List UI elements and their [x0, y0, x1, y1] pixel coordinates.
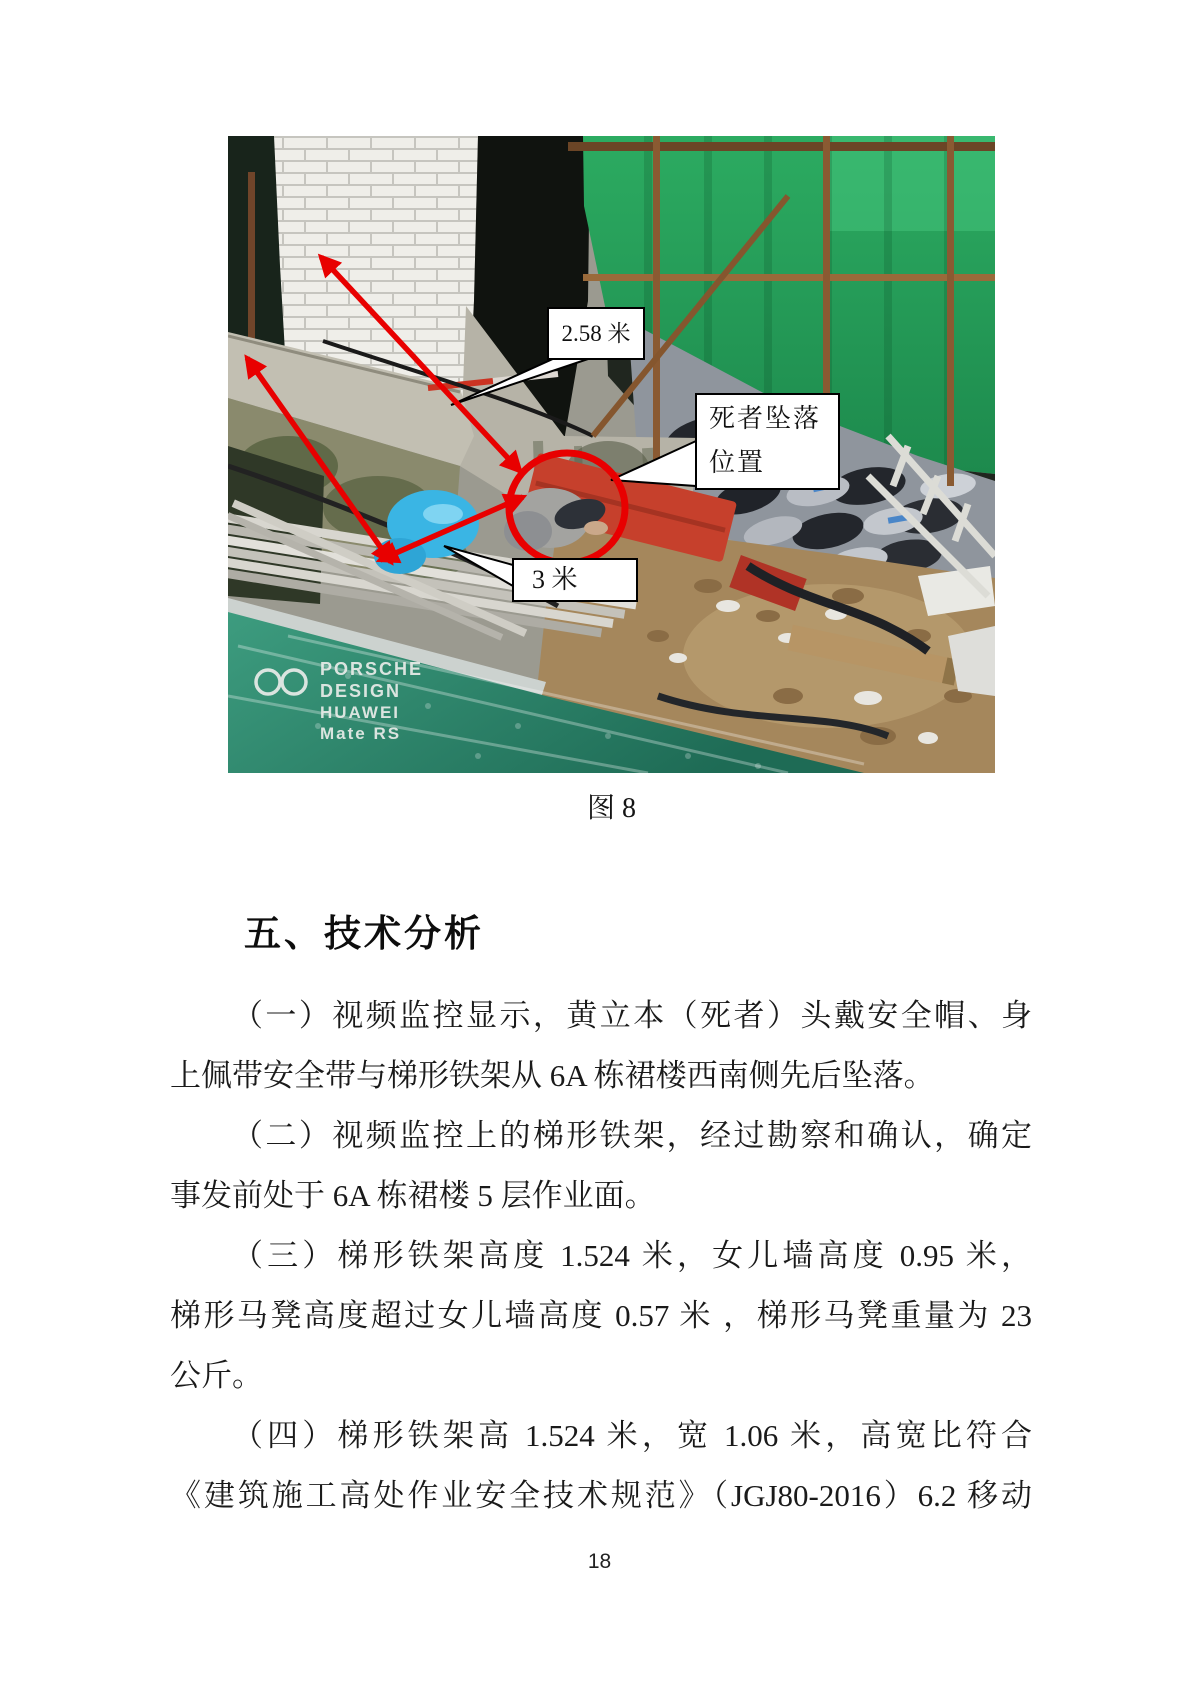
accident-scene-photo — [228, 136, 995, 773]
paragraph-line: （二）视频监控上的梯形铁架，经过勘察和确认，确定 — [232, 1118, 1032, 1153]
paragraph-line: 《建筑施工高处作业安全技术规范》（JGJ80-2016）6.2 移动 — [170, 1478, 1032, 1513]
label-measure-258: 2.58 米 — [547, 307, 645, 360]
watermark-line1: PORSCHE DESIGN — [320, 659, 424, 701]
section-heading: 五、技术分析 — [244, 913, 484, 954]
paragraph-line: （三）梯形铁架高度 1.524 米，女儿墙高度 0.95 米， — [232, 1238, 1032, 1273]
paragraph-line: （一）视频监控显示，黄立本（死者）头戴安全帽、身 — [232, 998, 1032, 1033]
page-number: 18 — [587, 1550, 612, 1573]
paragraph-line: 公斤。 — [170, 1358, 263, 1393]
watermark-line2: HUAWEI Mate RS — [320, 703, 402, 743]
body-text — [170, 986, 1032, 1526]
figure-caption: 图 8 — [586, 793, 636, 824]
paragraph-line: 事发前处于 6A 栋裙楼 5 层作业面。 — [170, 1178, 656, 1213]
paragraph-line: 上佩带安全带与梯形铁架从 6A 栋裙楼西南侧先后坠落。 — [170, 1058, 935, 1093]
label-measure-3: 3 米 — [512, 558, 638, 602]
paragraph-line: 梯形马凳高度超过女儿墙高度 0.57 米 ，梯形马凳重量为 23 — [170, 1298, 1032, 1333]
rings-icon — [254, 664, 314, 700]
label-fall-position: 死者坠落位置 — [695, 393, 840, 490]
paragraph-line: （四）梯形铁架高 1.524 米，宽 1.06 米，高宽比符合 — [232, 1418, 1032, 1453]
